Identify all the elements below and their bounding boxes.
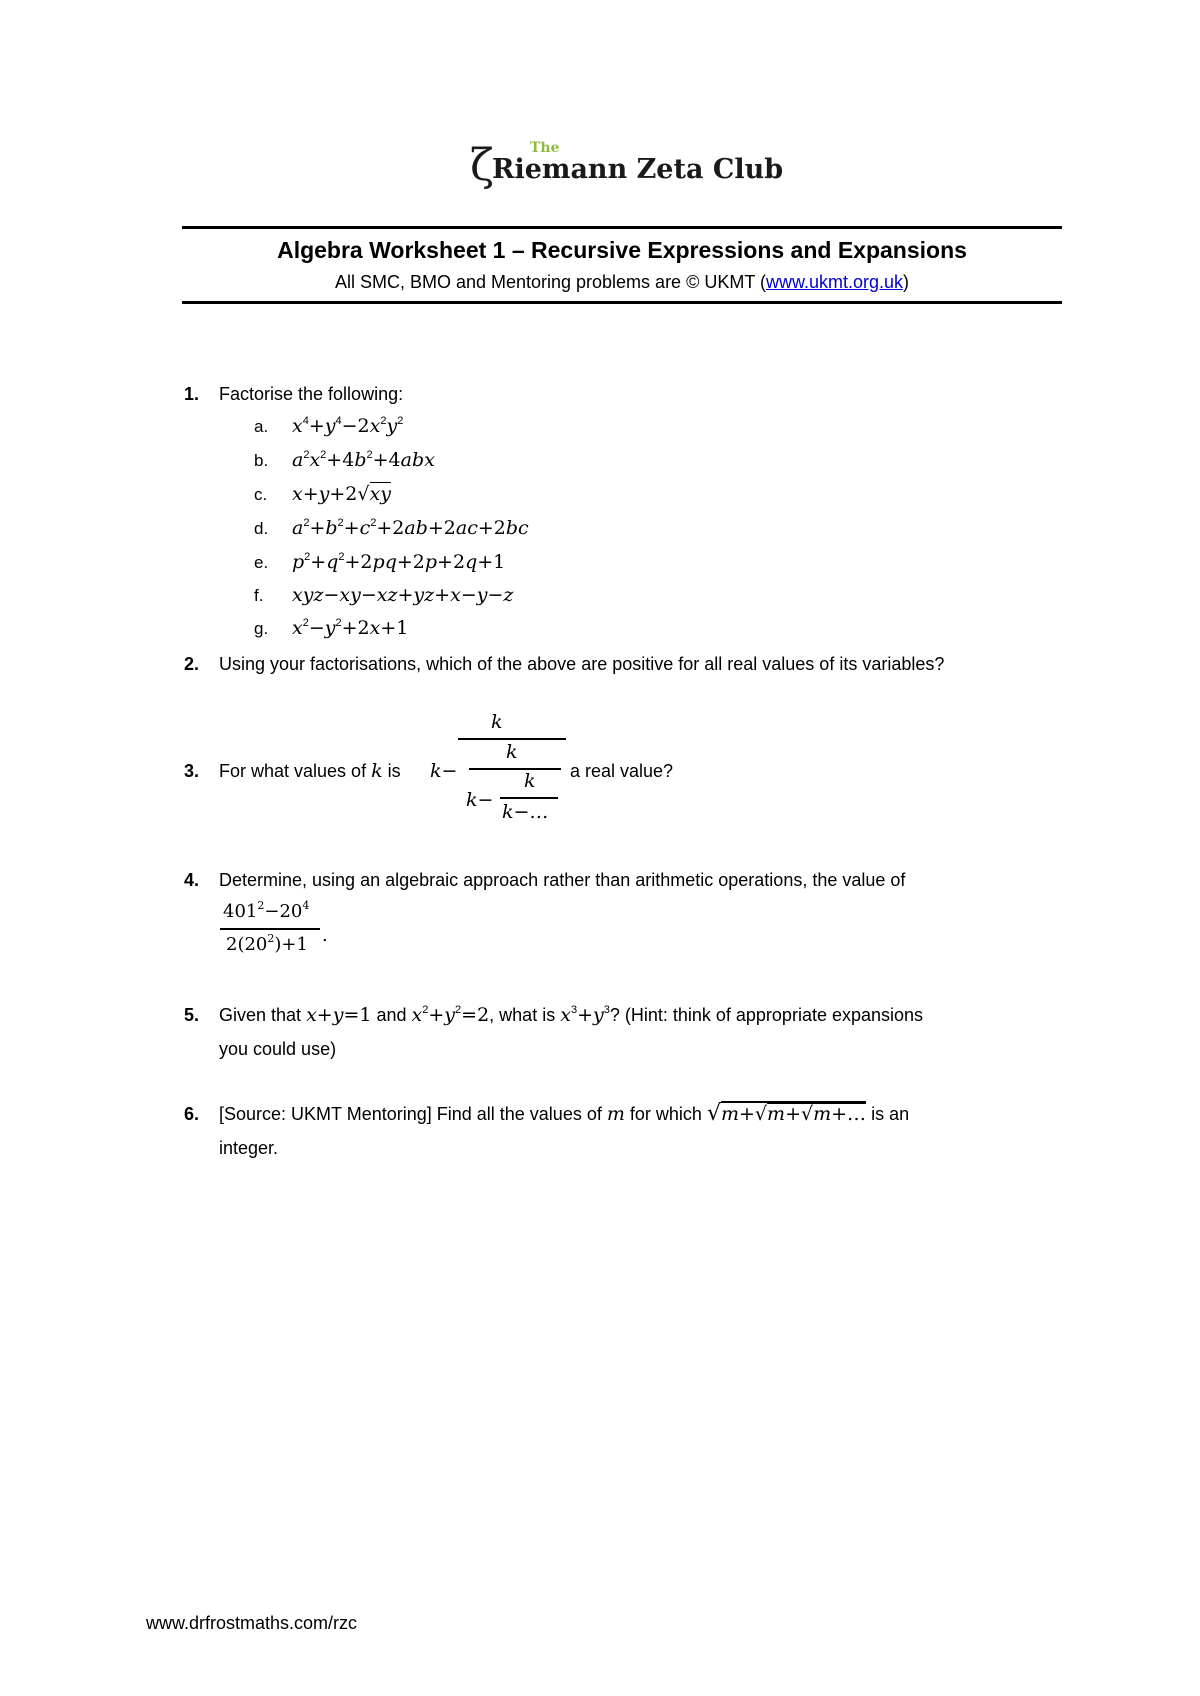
part-expression: xyz−xy−xz+yz+x−y−z	[292, 584, 514, 606]
question-text-line-2: you could use)	[219, 1039, 337, 1059]
part-label: a.	[254, 417, 269, 436]
q4-period: .	[322, 925, 328, 946]
q4-denominator: $2(20^2)+1$	[226, 932, 308, 955]
copyright-suffix: )	[903, 272, 910, 292]
part-label: c.	[254, 485, 268, 504]
question-text: [Source: UKMT Mentoring] Find all the values of m for which √m+√m+√m+… is an	[219, 1101, 910, 1126]
footer-url: www.drfrostmaths.com/rzc	[146, 1613, 358, 1633]
part-expression: $x^4+y^4-2x^2y^2$	[292, 415, 404, 437]
riemann-zeta-club-logo	[470, 140, 790, 204]
cf-k-minus-1: k−	[430, 760, 458, 782]
cf-k-minus-2: k−	[466, 789, 494, 811]
question-text: Using your factorisations, which of the above are positive for all real values of its variables?	[219, 654, 945, 674]
header-rule-top	[182, 226, 1062, 229]
variable-k: k	[371, 760, 383, 782]
question-number: 6.	[184, 1104, 200, 1124]
part-label: f.	[254, 586, 264, 605]
for-which: for which	[629, 1104, 702, 1124]
variable-m: m	[606, 1103, 625, 1125]
cf-numerator-2: k	[506, 741, 518, 763]
question-number: 4.	[184, 870, 200, 890]
part-label: b.	[254, 451, 269, 470]
text-before: For what values of	[219, 761, 367, 781]
part-expression: $a^2x^2+4b^2+4abx$	[292, 449, 435, 471]
cf-k-minus-ellipsis: k−…	[502, 801, 549, 823]
question-text: Determine, using an algebraic approach rather than arithmetic operations, the value of	[219, 870, 906, 890]
part-label: d.	[254, 519, 269, 538]
question-text	[219, 760, 401, 782]
hint: ? (Hint: think of appropriate expansions	[609, 1005, 924, 1025]
part-expression: $a^2+b^2+c^2+2ab+2ac+2bc$	[292, 517, 529, 539]
question-number: 2.	[184, 654, 200, 674]
text-after: a real value?	[570, 761, 674, 781]
and: and	[376, 1005, 407, 1025]
cf-line-3	[500, 797, 558, 799]
cf-line-2	[469, 768, 561, 770]
ukmt-link[interactable]: www.ukmt.org.uk	[766, 272, 904, 292]
what-is: , what is	[489, 1005, 556, 1025]
page-title: Algebra Worksheet 1 – Recursive Expressions and Expansions	[277, 237, 967, 263]
question-text: Given that x+y=1 and $x^2+y^2=2$, what is $x^3+y^3$? (Hint: think of appropriate expansions	[219, 1004, 924, 1026]
cf-numerator-1: k	[491, 711, 503, 733]
part-label: g.	[254, 619, 269, 638]
text-is: is	[387, 761, 401, 781]
question-number: 1.	[184, 384, 200, 404]
text-after: is an	[871, 1104, 910, 1124]
zeta-symbol: ζ	[470, 140, 494, 191]
header-rule-bottom	[182, 301, 1062, 304]
cf-line-1	[458, 738, 566, 740]
question-text-line-2: integer.	[219, 1138, 279, 1158]
question-number: 3.	[184, 761, 200, 781]
q4-fraction-line	[220, 928, 320, 930]
given: Given that	[219, 1005, 302, 1025]
part-expression: x+y+2√xy	[292, 483, 391, 505]
text-before: [Source: UKMT Mentoring] Find all the values of	[219, 1104, 602, 1124]
copyright-prefix: All SMC, BMO and Mentoring problems are © UKMT (	[334, 272, 766, 292]
copyright-line	[182, 272, 1062, 293]
question-text: Factorise the following:	[219, 384, 404, 404]
q3-text-after	[570, 760, 673, 782]
part-expression: $x^2-y^2+2x+1$	[292, 617, 409, 639]
part-label: e.	[254, 553, 269, 572]
cf-numerator-3: k	[524, 770, 536, 792]
logo-the: The	[530, 140, 560, 156]
logo-name: Riemann Zeta Club	[492, 154, 784, 185]
q4-numerator: $401^2-20^4$	[223, 899, 310, 922]
part-expression: $p^2+q^2+2pq+2p+2q+1$	[292, 551, 506, 573]
question-number: 5.	[184, 1005, 200, 1025]
